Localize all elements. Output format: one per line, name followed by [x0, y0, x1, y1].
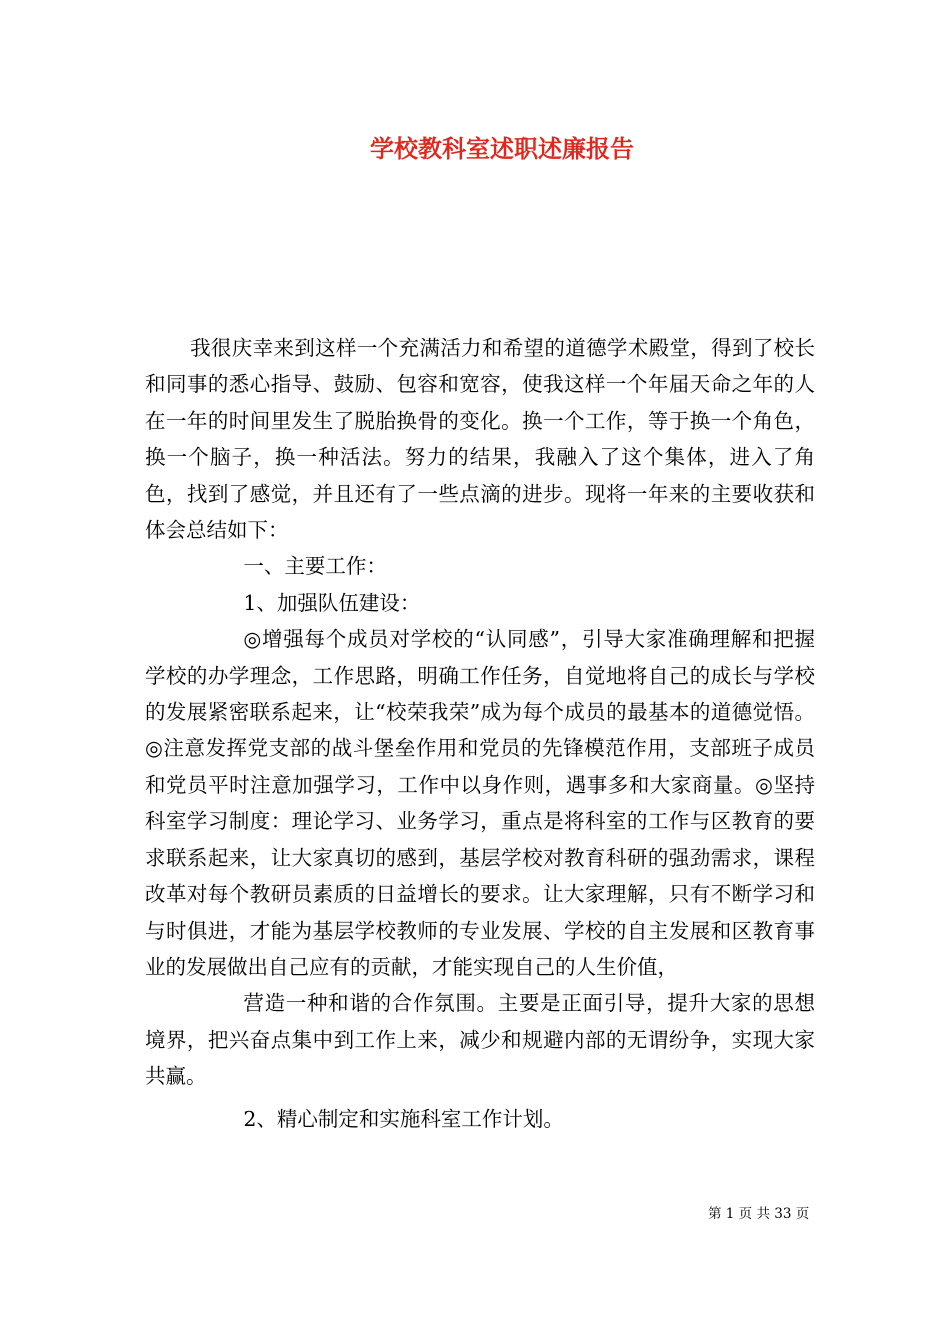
subsection-heading-team-building: 1、加强队伍建设：: [243, 590, 421, 615]
document-title: 学校教科室述职述廉报告: [370, 134, 634, 163]
harmony-paragraph: 营造一种和谐的合作氛围。主要是正面引导，提升大家的思想境界，把兴奋点集中到工作上来，减少和规避内部的无谓纷争，实现大家共赢。: [145, 991, 815, 1089]
subsection-heading-work-plan: 2、精心制定和实施科室工作计划。: [243, 1106, 564, 1131]
document-body: [145, 330, 815, 1137]
page-number-footer: 第 1 页 共 33 页: [708, 1206, 810, 1222]
section-heading-main-work: 一、主要工作：: [243, 554, 387, 579]
intro-paragraph: 我很庆幸来到这样一个充满活力和希望的道德学术殿堂，得到了校长和同事的悉心指导、鼓励、包容和宽容，使我这样一个年届天命之年的人在一年的时间里发生了脱胎换骨的变化。换一个工作，等于换一个角色，换一个脑子，换一种活法。努力的结果，我融入了这个集体，进入了角色，找到了感觉，并且还有了一些点滴的进步。现将一年来的主要收获和体会总结如下：: [145, 336, 815, 543]
team-building-paragraph: ◎增强每个成员对学校的“认同感”，引导大家准确理解和把握学校的办学理念，工作思路，明确工作任务，自觉地将自己的成长与学校的发展紧密联系起来，让“校荣我荣”成为每个成员的最基本的道德觉悟。◎注意发挥党支部的战斗堡垒作用和党员的先锋模范作用，支部班子成员和党员平时注意加强学习，工作中以身作则，遇事多和大家商量。◎坚持科室学习制度：理论学习、业务学习，重点是将科室的工作与区教育的要求联系起来，让大家真切的感到，基层学校对教育科研的强劲需求，课程改革对每个教研员素质的日益增长的要求。让大家理解，只有不断学习和与时俱进，才能为基层学校教师的专业发展、学校的自主发展和区教育事业的发展做出自己应有的贡献，才能实现自己的人生价值，: [145, 627, 815, 979]
